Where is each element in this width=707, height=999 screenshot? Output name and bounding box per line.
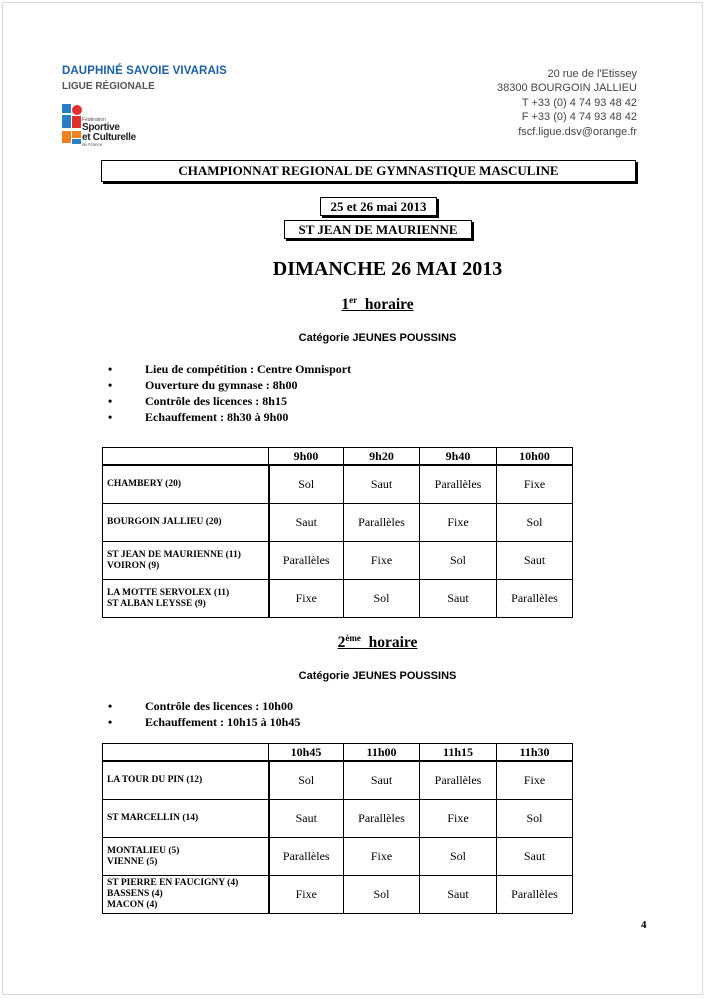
- apparatus-cell: Sol: [420, 838, 497, 876]
- table-row: [103, 504, 573, 542]
- address-line: F +33 (0) 4 74 93 48 42: [521, 111, 637, 124]
- apparatus-cell: Saut: [420, 580, 497, 618]
- section-ordinal: ème: [345, 633, 361, 643]
- club-name: LA MOTTE SERVOLEX (11): [107, 587, 230, 598]
- list-item: • Lieu de compétition : Centre Omnisport: [108, 361, 351, 377]
- table-row: [103, 761, 573, 800]
- apparatus-cell: Fixe: [269, 876, 344, 914]
- apparatus-cell: Fixe: [269, 580, 344, 618]
- address-line: T +33 (0) 4 74 93 48 42: [521, 96, 637, 109]
- apparatus-cell: Parallèles: [497, 580, 573, 618]
- event-dates: 25 et 26 mai 2013: [320, 197, 437, 216]
- club-name: BOURGOIN JALLIEU (20): [107, 517, 222, 527]
- club-name: BASSENS (4): [107, 889, 163, 899]
- section-ordinal: er: [349, 295, 358, 305]
- apparatus-cell: Fixe: [344, 542, 420, 580]
- club-name: ST MARCELLIN (14): [107, 813, 199, 823]
- club-name: ST ALBAN LEYSSE (9): [107, 598, 206, 609]
- table-header-blank: [103, 744, 269, 762]
- time-header: 9h00: [269, 448, 344, 466]
- page-number: 4: [641, 919, 647, 931]
- club-name: VIENNE (5): [107, 856, 158, 867]
- apparatus-cell: Saut: [344, 465, 420, 504]
- logo-line4: de France: [82, 142, 103, 147]
- apparatus-cell: Parallèles: [269, 542, 344, 580]
- apparatus-cell: Sol: [269, 761, 344, 800]
- logo-line2: Sportive: [82, 122, 120, 133]
- day-title: DIMANCHE 26 MAI 2013: [272, 258, 503, 280]
- time-header: 11h15: [420, 744, 497, 762]
- club-cell: [103, 876, 269, 914]
- apparatus-cell: Sol: [420, 542, 497, 580]
- info-list: [108, 361, 351, 425]
- table-header-blank: [103, 448, 269, 466]
- event-place: ST JEAN DE MAURIENNE: [284, 220, 472, 239]
- club-name: ST JEAN DE MAURIENNE (11): [107, 549, 241, 560]
- club-name: ST PIERRE EN FAUCIGNY (4): [107, 878, 239, 888]
- org-name: DAUPHINÉ SAVOIE VIVARAIS: [62, 65, 227, 77]
- schedule-table: [102, 447, 573, 618]
- list-item: • Echauffement : 10h15 à 10h45: [108, 714, 300, 730]
- table-header-row: [103, 448, 573, 466]
- table-header-row: [103, 744, 573, 762]
- document-title: CHAMPIONNAT REGIONAL DE GYMNASTIQUE MASCULINE: [101, 160, 636, 182]
- table-row: [103, 465, 573, 504]
- section-number: 1: [341, 296, 350, 313]
- table-row: [103, 876, 573, 914]
- table-row: [103, 580, 573, 618]
- apparatus-cell: Parallèles: [344, 800, 420, 838]
- club-name: LA TOUR DU PIN (12): [107, 775, 203, 785]
- section-heading: [0, 296, 707, 314]
- section-heading: [0, 634, 707, 652]
- apparatus-cell: Parallèles: [269, 838, 344, 876]
- apparatus-cell: Parallèles: [420, 761, 497, 800]
- info-list: [108, 698, 300, 730]
- time-header: 10h45: [269, 744, 344, 762]
- apparatus-cell: Saut: [420, 876, 497, 914]
- apparatus-cell: Saut: [269, 504, 344, 542]
- list-item: • Contrôle des licences : 8h15: [108, 393, 351, 409]
- club-cell: [103, 504, 269, 542]
- club-cell: [103, 800, 269, 838]
- apparatus-cell: Sol: [344, 580, 420, 618]
- club-name: MONTALIEU (5): [107, 845, 180, 856]
- apparatus-cell: Saut: [344, 761, 420, 800]
- section-category: Catégorie JEUNES POUSSINS: [298, 670, 457, 682]
- time-header: 9h40: [420, 448, 497, 466]
- time-header: 11h30: [497, 744, 573, 762]
- apparatus-cell: Sol: [497, 504, 573, 542]
- logo-line1: Fédération: [82, 117, 106, 123]
- logo-line3: et Culturelle: [82, 132, 136, 143]
- club-cell: [103, 838, 269, 876]
- apparatus-cell: Parallèles: [497, 876, 573, 914]
- list-item: • Contrôle des licences : 10h00: [108, 698, 300, 714]
- apparatus-cell: Saut: [497, 838, 573, 876]
- schedule-table: [102, 743, 573, 914]
- club-cell: [103, 580, 269, 618]
- section-number: 2: [337, 634, 346, 651]
- club-name: MACON (4): [107, 900, 158, 910]
- address-block: [497, 67, 637, 139]
- table-row: [103, 838, 573, 876]
- apparatus-cell: Parallèles: [344, 504, 420, 542]
- table-row: [103, 542, 573, 580]
- club-cell: [103, 542, 269, 580]
- apparatus-cell: Saut: [497, 542, 573, 580]
- apparatus-cell: Sol: [497, 800, 573, 838]
- time-header: 10h00: [497, 448, 573, 466]
- apparatus-cell: Fixe: [420, 800, 497, 838]
- table-row: [103, 800, 573, 838]
- section-label: horaire: [368, 634, 418, 651]
- apparatus-cell: Fixe: [344, 838, 420, 876]
- address-line: 20 rue de l'Etissey: [547, 68, 637, 80]
- time-header: 11h00: [344, 744, 420, 762]
- logo-text: [82, 118, 136, 148]
- apparatus-cell: Fixe: [497, 761, 573, 800]
- apparatus-cell: Sol: [344, 876, 420, 914]
- list-item: • Echauffement : 8h30 à 9h00: [108, 409, 351, 425]
- apparatus-cell: Sol: [269, 465, 344, 504]
- address-line: 38300 BOURGOIN JALLIEU: [496, 82, 637, 95]
- apparatus-cell: Fixe: [420, 504, 497, 542]
- org-subtitle: LIGUE RÉGIONALE: [62, 81, 155, 92]
- section-category: Catégorie JEUNES POUSSINS: [298, 332, 457, 344]
- apparatus-cell: Parallèles: [420, 465, 497, 504]
- apparatus-cell: Fixe: [497, 465, 573, 504]
- list-item: • Ouverture du gymnase : 8h00: [108, 377, 351, 393]
- club-cell: [103, 761, 269, 800]
- time-header: 9h20: [344, 448, 420, 466]
- section-label: horaire: [364, 296, 414, 313]
- club-name: CHAMBERY (20): [107, 479, 181, 489]
- club-cell: [103, 465, 269, 504]
- club-name: VOIRON (9): [107, 560, 160, 571]
- email-link[interactable]: fscf.ligue.dsv@orange.fr: [518, 125, 637, 138]
- apparatus-cell: Saut: [269, 800, 344, 838]
